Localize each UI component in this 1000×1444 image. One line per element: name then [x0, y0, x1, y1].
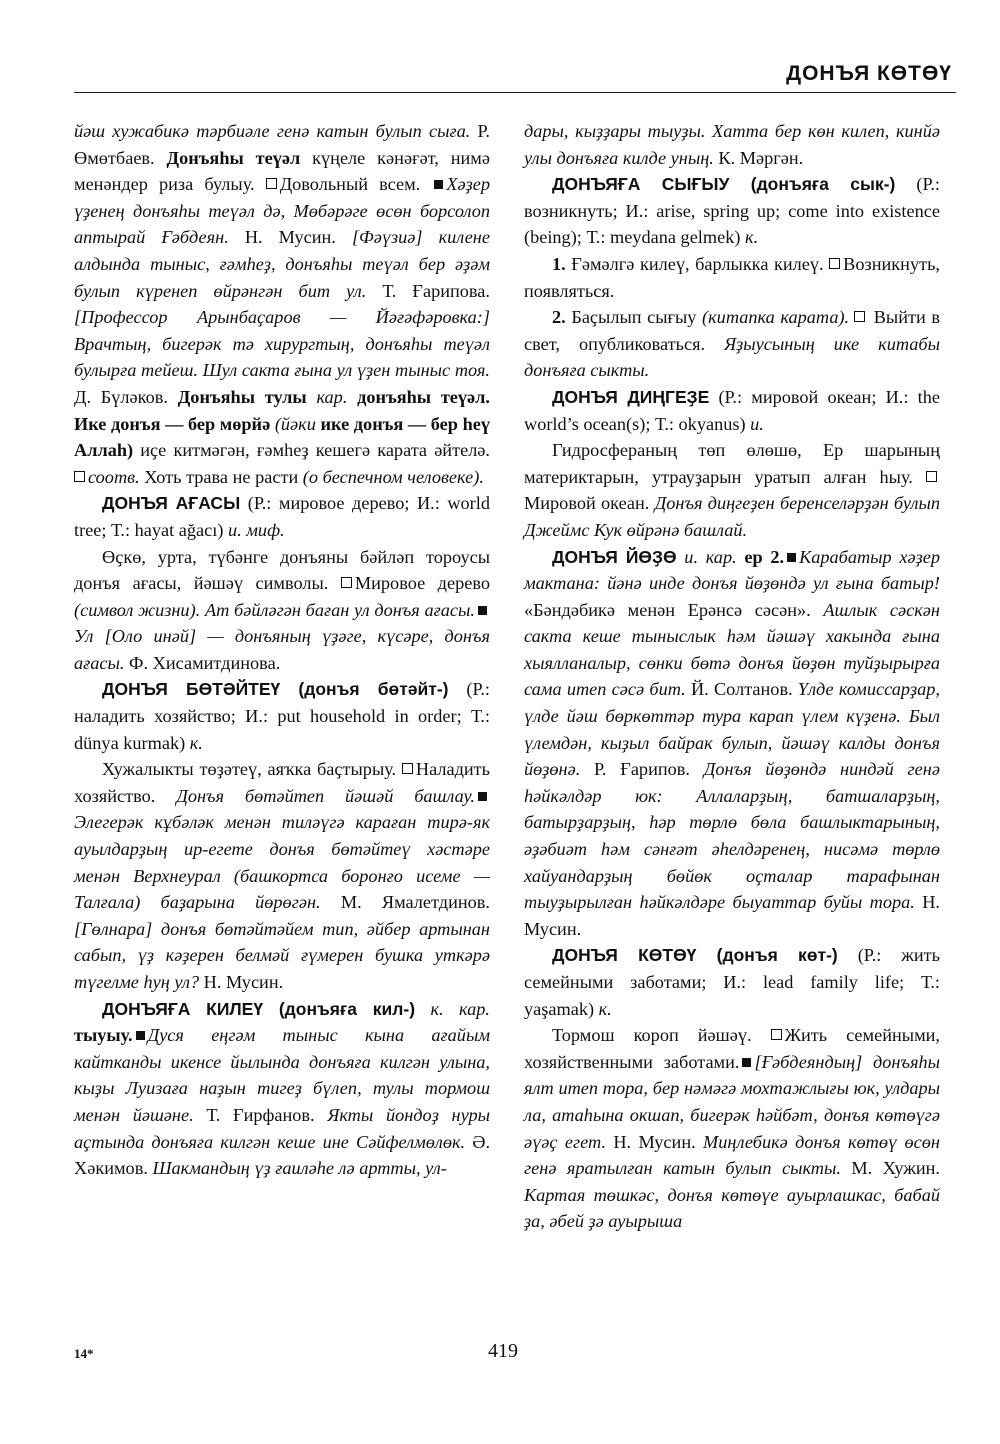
example-text: Дуся еңгәм тыныс кына ағайым кайтканды икенсе йылында донъяға килгән улына, кыҙы Луизаға наҙын тигеҙ бүлеп, тулы тормош менән йәшәне.: [74, 1025, 490, 1125]
example-square-icon: [787, 553, 796, 562]
equivalents: (Р.: возникнуть; И.: arise, spring up; come into existence (being); Т.: meydana gelmek): [524, 174, 940, 248]
example-text: Донъя бөтәйтеп йәшәй башлау.: [176, 785, 475, 806]
translation-box-icon: [829, 258, 840, 269]
grammar-label: к.: [745, 227, 759, 248]
example-text: [Профессор Арынбаҫаров — Йәғәфәровка:] Врачтың, бигерәк тә хирургтың, донъяһы теүәл булырға тейеш. Шул сакта ғына ул үҙен тыныс тоя.: [74, 307, 490, 381]
cross-ref: к. кар.: [415, 998, 491, 1019]
translation-box-icon: [266, 178, 277, 189]
translation: Мировое дерево: [354, 573, 490, 594]
example-text: [Гөлнара] донъя бөтәйтәйем тип, әйбер артынан сабып, үҙ кәҙерен белмәй ғүмерен бушка уткәрә түгелме һуң ул?: [74, 918, 490, 992]
phrase: ике донъя — бер һеү Аллаһ): [74, 413, 490, 461]
example-text: Донъя диңгеҙен беренселәрҙән булып Джеймс Кук өйрәнә башлай.: [524, 493, 940, 540]
sense: [524, 304, 940, 384]
definition: Тормош короп йәшәү.: [552, 1025, 771, 1046]
author-ref: Ә. Хәкимов.: [74, 1131, 491, 1179]
example-text: Миңлебикә донъя көтөү өсөн генә яратылған катын булып сыкты.: [524, 1131, 940, 1179]
example-text: Карабатыр хәҙер мактана: йәнә инде донъя йөҙөндә ул ғына батыр!: [524, 546, 941, 594]
entry-headword-line: [74, 996, 490, 1182]
signature-mark: 14*: [74, 1346, 94, 1361]
author-ref: Т. Ғирфанов.: [193, 1104, 328, 1125]
example-square-icon: [136, 1031, 145, 1040]
definition: Гидросфераның төп өлөшө, Ер шарының материктарын, утрауҙарын уратып алған һыу.: [524, 440, 940, 487]
headword: ДОНЪЯ БӨТӘЙТЕҮ: [102, 679, 281, 700]
example-text: [Фәүзиә] килене алдында тыныс, ғәмһеҙ, донъяһы теүәл бер әҙәм булып күренеп өйрәнгән бит ул.: [74, 227, 490, 301]
author-ref: Й. Солтанов.: [685, 679, 798, 700]
example-square-icon: [742, 1058, 751, 1067]
cross-ref: и. кар.: [676, 546, 745, 567]
entry-body: [74, 756, 490, 995]
note: (о беспечном человеке).: [302, 466, 484, 487]
note: (йәки: [270, 413, 321, 434]
headword: ДОНЪЯҒА КИЛЕҮ: [102, 998, 264, 1019]
equivalents: (Р.: мировое дерево; И.: world tree; Т.: hayat ağacı): [74, 493, 490, 540]
headword-form: (донъяға сык-): [729, 174, 896, 195]
running-head: ДОНЪЯ КӨТӨҮ: [786, 62, 952, 85]
header-rule: [74, 92, 956, 93]
grammar-label: к.: [189, 732, 203, 753]
example-text: Яҙыусының ике китабы донъяға сыкты.: [524, 333, 940, 381]
headword-form: (донъяға кил-): [263, 998, 416, 1019]
phrase: ер 2.: [744, 546, 785, 567]
entry-headword-line: [74, 490, 490, 543]
entry-body: [524, 437, 940, 543]
author-ref: Н. Мусин.: [199, 972, 284, 992]
example-text: Якты йондоҙ нуры аҫтында донъяға килгән кеше ине Сәйфелмөлөк.: [74, 1104, 491, 1152]
translation-box-icon: [402, 763, 413, 774]
right-column: [524, 118, 940, 1235]
author-ref: «Бәндәбикә менән Ерәнсә сәсән».: [524, 599, 824, 620]
definition: Баҫылып сығыу: [565, 307, 703, 328]
author-ref: Н. Мусин.: [524, 892, 941, 939]
equivalents: (Р.: наладить хозяйство; И.: put household in order; Т.: dünya kurmak): [74, 679, 490, 753]
example-text: Ул [Оло инәй] — донъяның үҙәге, күсәре, донъя ағасы.: [74, 626, 490, 673]
headword: ДОНЪЯ ЙӨҘӨ: [552, 546, 677, 567]
equivalents: (Р.: мировой океан; И.: the world’s ocean(s); Т.: okyanus): [524, 386, 940, 434]
entry-continuation: [524, 118, 940, 171]
entry-headword-line: [524, 171, 940, 251]
sense: [524, 251, 940, 304]
example-text: Үлде комиссарҙар, үлде йәш бөркөттәр тура карап үлем күҙенә. Был үлемдән, кыҙыл байрак булып, йәшәү калды донъя йөҙөнә.: [524, 679, 941, 780]
translation-box-icon: [926, 471, 937, 482]
entry-continuation: [74, 118, 490, 490]
cross-ref: кар.: [306, 386, 358, 407]
sense-number: 2.: [552, 307, 566, 328]
example-text: дары, кыҙҙары тыуҙы. Хатта бер көн килеп, кинйә улы донъяға килде уның.: [524, 121, 940, 168]
translation-box-icon: [854, 311, 865, 322]
entry-body: [74, 544, 490, 677]
entry-headword-line: [524, 942, 940, 1022]
example-text: [Ғәбдеяндың] донъяһы ялт итеп тора, бер нәмәгә мохтажлығы юк, улдары ла, атаһына окшап, бигерәк һәйбәт, донъя көтөүгә әүәҫ егет.: [524, 1051, 940, 1152]
example-text: йәш хужабикә тәрбиәле генә катын булып сыға.: [74, 121, 471, 141]
author-ref: К. Мәргән.: [713, 147, 804, 168]
example-text: Картая төшкәс, донъя көтөүе ауырлашкас, бабай ҙа, әбей ҙә ауырыша: [524, 1184, 940, 1232]
phrase: Донъяһы тулы: [177, 386, 307, 407]
definition: иҫе китмәгән, ғәмһеҙ кешегә карата әйтелә.: [133, 440, 490, 461]
author-ref: Р. Ғарипов.: [580, 759, 704, 780]
headword: ДОНЪЯҒА СЫҒЫУ: [552, 174, 730, 195]
headword-form: (донъя көт-): [696, 945, 838, 966]
phrase: Донъяһы теүәл: [166, 147, 301, 168]
definition: күңеле кәнәғәт, нимә менәндер риза булыу.: [74, 147, 490, 195]
left-column: [74, 118, 490, 1182]
definition: Ғәмәлгә килеү, барлыкка килеү.: [565, 253, 830, 274]
author-ref: Т. Ғарипова.: [366, 280, 490, 301]
note: соотв.: [88, 466, 140, 487]
translation-box-icon: [74, 471, 85, 482]
entry-headword-line: [74, 676, 490, 756]
entry-body: [524, 1022, 940, 1235]
translation: Возникнуть, появляться.: [524, 253, 940, 301]
author-ref: Ф. Хисамитдинова.: [124, 652, 281, 673]
author-ref: Н. Мусин.: [228, 227, 352, 248]
example-text: Хәҙер үҙенең донъяһы теүәл дә, Мөбәрәге өсөн борсолоп аптырай Ғәбдеян.: [74, 174, 490, 248]
entry-headword-line: [524, 384, 940, 437]
example-text: Элегерәк кұбәләк менән тиләүгә караған тирә-як ауылдарҙың ир-егете донъя бөтәйтеү хәстәре менән Верхнеурал (башкортса боронғо исеме — Талғала) баҙарына йөрөгән.: [74, 812, 490, 913]
translation: Довольный всем.: [279, 174, 432, 195]
grammar-label: к.: [598, 998, 612, 1019]
example-text: Ашлык сәскән сакта кеше тыныслык һәм йәшәү хакында ғына хыялланалыр, сөнки бөтә донъя йөҙөн туйҙырырға сама итеп сәсә бит.: [524, 599, 940, 700]
headword-form: (донъя бөтәйт-): [280, 679, 449, 700]
translation-box-icon: [341, 577, 352, 588]
headword: ДОНЪЯ КӨТӨҮ: [552, 945, 697, 966]
example-square-icon: [478, 792, 487, 801]
translation: Мировой океан.: [524, 493, 655, 514]
note: (китапка карата).: [702, 307, 850, 328]
grammar-label: и.: [750, 413, 764, 434]
phrase: донъяһы теүәл. Ике донъя — бер мөрйә: [74, 386, 490, 434]
headword: ДОНЪЯ ДИҢГЕҘЕ: [552, 386, 710, 407]
page-number: 419: [488, 1340, 518, 1362]
equivalents: (Р.: жить семейными заботами; И.: lead family life; Т.: yaşamak): [524, 945, 940, 1019]
phrase: тыуыу.: [74, 1025, 133, 1046]
example-text: Донъя йөҙөндә ниндәй генә һәйкәлдәр юк: Аллаларҙың, батшаларҙың, батырҙарҙың, һәр төрлө бөла башлыктарының, әҙәбиәт һәм сәнғәт әһелдәренең, нисәмә төрлө хайуандарҙың бөйөк оҫталар тарафынан тыуҙырылған һәйкәлдәре быуаттар буйы тора.: [524, 759, 940, 913]
headword: ДОНЪЯ АҒАСЫ: [102, 493, 241, 514]
author-ref: М. Хужин.: [840, 1158, 940, 1179]
example-square-icon: [478, 606, 487, 615]
author-ref: Р. Өмөтбаев.: [74, 121, 490, 168]
translation: Жить семейными, хозяйственными заботами.: [524, 1025, 940, 1072]
example-text: (символ жизни). Ат бәйләгән баған ул донъя ағасы.: [74, 599, 475, 620]
translation: Хоть трава не расти: [139, 466, 303, 487]
translation: Наладить хозяйство.: [74, 759, 490, 806]
example-text: Шакмандың үҙ ғаиләһе лә артты, ул-: [152, 1158, 447, 1179]
author-ref: Н. Мусин.: [605, 1131, 704, 1152]
entry-headword-line: [524, 544, 940, 943]
sense-number: 1.: [552, 253, 566, 274]
author-ref: Д. Бүләков.: [74, 386, 178, 407]
definition: Өҫкө, урта, түбәнге донъяны бәйләп тороусы донъя ағасы, йәшәү символы.: [74, 546, 490, 594]
translation-box-icon: [771, 1029, 782, 1040]
translation: Выйти в свет, опубликоваться.: [524, 307, 940, 354]
grammar-label: и. миф.: [227, 519, 285, 540]
author-ref: М. Ямалетдинов.: [320, 892, 490, 913]
example-square-icon: [434, 180, 443, 189]
definition: Хужалыкты төҙәтеү, аяҡка баҫтырыу.: [102, 759, 402, 780]
